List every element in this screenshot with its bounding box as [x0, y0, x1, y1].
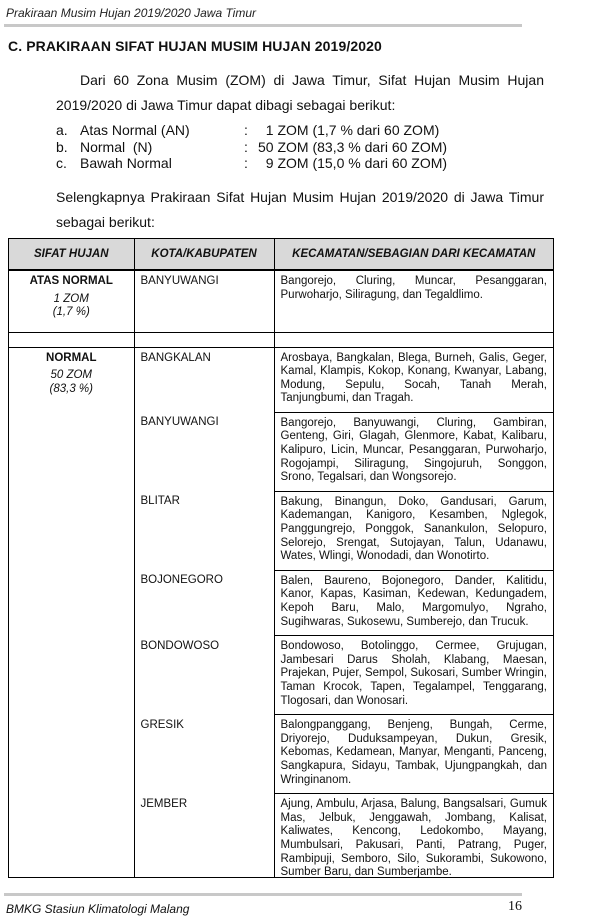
sifat-hujan-table-wrap: [8, 238, 554, 878]
zom-item-bn: [56, 155, 516, 172]
kota-cell: BANYUWANGI: [134, 270, 274, 332]
zom-value: 1 ZOM (1,7 % dari 60 ZOM): [258, 122, 440, 138]
col-header-kota: KOTA/KABUPATEN: [134, 239, 274, 270]
zom-value: 9 ZOM (15,0 % dari 60 ZOM): [258, 155, 448, 171]
header-rule: [4, 24, 522, 27]
zom-item-an: [56, 122, 516, 139]
sifat-cell-empty: [9, 570, 134, 635]
sifat-cell-empty: [9, 715, 134, 794]
kecamatan-cell: Ajung, Ambulu, Arjasa, Balung, Bangsalsari, Gumuk Mas, Jelbuk, Jenggawah, Jombang, Kalisat, Kaliwates, Kencong, Ledokombo, Mayang, Mumbulsari, Pakusari, Panti, Patrang, Puger, Rambipuji, Semboro, Silo, Sukorambi, Sukowono, Sumber Baru, dan Sumberjambe.: [274, 794, 553, 878]
table-row: [9, 570, 553, 635]
sifat-cell: [9, 270, 134, 332]
zom-letter: b.: [56, 138, 68, 155]
sifat-cell-empty: [9, 491, 134, 570]
kota-cell: BOJONEGORO: [134, 570, 274, 635]
kecamatan-cell: Balen, Baureno, Bojonegoro, Dander, Kalitidu, Kanor, Kapas, Kasiman, Kedewan, Kedungadem, Kepoh Baru, Malo, Margomulyo, Ngraho, Sugihwaras, Sukosewu, Sumberejo, dan Trucuk.: [274, 570, 553, 635]
zom-name: Normal (N): [80, 138, 153, 155]
detail-text: Selengkapnya Prakiraan Sifat Hujan Musim Hujan 2019/2020 di Jawa Timur sebagai berikut:: [56, 189, 544, 230]
zom-colon: :: [244, 138, 248, 155]
kecamatan-cell: Bangorejo, Cluring, Muncar, Pesanggaran, Purwoharjo, Siliragung, dan Tegaldlimo.: [280, 275, 547, 301]
table-row: [9, 636, 553, 715]
sifat-label: ATAS NORMAL: [29, 275, 113, 287]
kota-cell: GRESIK: [134, 715, 274, 794]
kota-cell: BANGKALAN: [134, 347, 274, 412]
kecamatan-cell: Bondowoso, Botolinggo, Cermee, Grujugan, Jambesari Darus Sholah, Klabang, Maesan, Prajekan, Pujer, Sempol, Sukosari, Sumber Wringin, Taman Krocok, Tapen, Tegalampel, Tenggarang, Tlogosari, dan Wonosari.: [274, 636, 553, 715]
kota-cell: BLITAR: [134, 491, 274, 570]
table-row: [9, 715, 553, 794]
kecamatan-cell: Bakung, Binangun, Doko, Gandusari, Garum, Kademangan, Kanigoro, Kesamben, Nglegok, Panggungrejo, Ponggok, Sanankulon, Selopuro, Selorejo, Srengat, Sutojayan, Talun, Udanawu, Wates, Wlingi, Wonodadi, dan Wonotirto.: [274, 491, 553, 570]
group-gap: [9, 332, 553, 347]
detail-paragraph: [56, 185, 544, 235]
kota-cell: BANYUWANGI: [134, 412, 274, 491]
kecamatan-cell: Bangorejo, Banyuwangi, Cluring, Gambiran, Genteng, Giri, Glagah, Glenmore, Kabat, Kalibaru, Kalipuro, Licin, Muncar, Pesanggaran, Purwoharjo, Rogojampi, Siliragung, Singojuruh, Songgon, Srono, Tegalsari, dan Wongsorejo.: [274, 412, 553, 491]
zom-colon: :: [244, 122, 248, 138]
table-header-row: [9, 239, 553, 270]
intro-text: Dari 60 Zona Musim (ZOM) di Jawa Timur, Sifat Hujan Musim Hujan 2019/2020 di Jawa Timur dapat dibagi sebagai berikut:: [56, 72, 544, 113]
kecamatan-cell: Balongpanggang, Benjeng, Bungah, Cerme, Driyorejo, Duduksampeyan, Dukun, Gresik, Kebomas, Kedamean, Manyar, Menganti, Panceng, Sangkapura, Sidayu, Tambak, Ujungpangkah, dan Wringinanom.: [274, 715, 553, 794]
table-row: [9, 270, 553, 332]
sifat-zom: 1 ZOM: [53, 292, 89, 305]
sifat-cell-empty: [9, 636, 134, 715]
zom-colon: :: [244, 155, 248, 171]
zom-name: Atas Normal (AN): [80, 122, 190, 138]
sifat-pct: (1,7 %): [52, 306, 90, 319]
table-row: [9, 412, 553, 491]
kota-cell: JEMBER: [134, 794, 274, 878]
sifat-cell-empty: [9, 794, 134, 878]
sifat-zom: 50 ZOM: [50, 369, 93, 382]
sifat-cell: [9, 347, 134, 412]
zom-letter: c.: [56, 155, 67, 171]
kota-cell: BONDOWOSO: [134, 636, 274, 715]
table-row: [9, 347, 553, 412]
zom-list: [56, 122, 516, 172]
table-row: [9, 794, 553, 878]
kecamatan-cell: Arosbaya, Bangkalan, Blega, Burneh, Galis, Geger, Kamal, Klampis, Kokop, Konang, Kwanyar, Labang, Modung, Sepulu, Socah, Tanah Merah, Tanjungbumi, dan Tragah.: [274, 347, 553, 412]
zom-value: 50 ZOM (83,3 % dari 60 ZOM): [258, 138, 448, 155]
sifat-label: NORMAL: [46, 351, 97, 364]
zom-item-n: [56, 139, 516, 156]
page-number: 16: [508, 899, 522, 914]
table-row: [9, 491, 553, 570]
col-header-kecamatan: KECAMATAN/SEBAGIAN DARI KECAMATAN: [274, 239, 553, 270]
col-header-sifat: SIFAT HUJAN: [9, 239, 134, 270]
running-header: Prakiraan Musim Hujan 2019/2020 Jawa Timur: [6, 6, 257, 20]
footer-rule: [4, 893, 522, 896]
footer-org: BMKG Stasiun Klimatologi Malang: [6, 902, 190, 916]
sifat-cell-empty: [9, 412, 134, 491]
section-title: C. PRAKIRAAN SIFAT HUJAN MUSIM HUJAN 2019/2020: [8, 38, 382, 54]
sifat-hujan-table: [9, 239, 553, 878]
sifat-pct: (83,3 %): [49, 382, 93, 395]
zom-letter: a.: [56, 122, 68, 138]
zom-name: Bawah Normal: [80, 155, 172, 171]
intro-paragraph: [56, 68, 544, 118]
